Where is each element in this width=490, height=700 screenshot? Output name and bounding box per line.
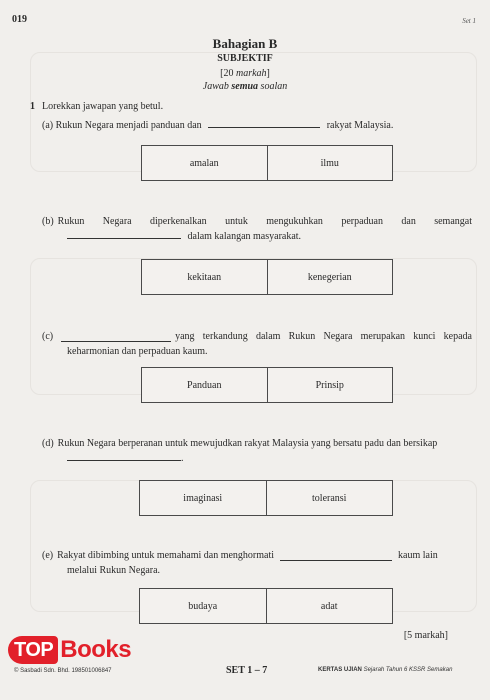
option-box-a — [141, 145, 393, 181]
section-marks: [20 markah] — [220, 68, 270, 79]
logo-top-text: TOP — [8, 636, 58, 664]
item-b: (b) Rukun Negara diperkenalkan untuk mengukuhkan perpaduan dan semangat dalam kalangan masyarakat. — [42, 216, 472, 242]
option-cell[interactable]: toleransi — [266, 481, 393, 515]
page-number: 019 — [12, 14, 27, 25]
item-label: (b) — [42, 216, 54, 227]
section-subtitle: SUBJEKTIF — [217, 53, 273, 64]
item-a: (a) Rukun Negara menjadi panduan dan rakyat Malaysia. — [42, 120, 394, 131]
option-cell[interactable]: Panduan — [187, 379, 222, 391]
section-title: Bahagian B — [212, 36, 278, 51]
answer-blank — [67, 229, 181, 239]
answer-blank — [208, 118, 320, 128]
logo-books-text: Books — [60, 636, 132, 663]
section-instruction: Jawab semua soalan — [202, 81, 288, 92]
option-cell[interactable]: amalan — [189, 157, 219, 169]
option-box-c — [141, 367, 393, 403]
item-label: (d) — [42, 438, 54, 449]
option-cell[interactable]: ilmu — [267, 146, 393, 180]
option-box-e — [139, 588, 393, 624]
item-label: (a) — [42, 120, 54, 131]
option-cell[interactable]: Prinsip — [267, 368, 393, 402]
set-label: Set 1 — [462, 17, 476, 25]
option-cell[interactable]: imaginasi — [183, 492, 223, 504]
topbooks-watermark-logo — [8, 636, 131, 664]
item-label: (e) — [42, 550, 54, 561]
answer-blank — [280, 551, 392, 561]
footer-copyright: © Sasbadi Sdn. Bhd. 198501006847 — [14, 668, 112, 674]
option-cell[interactable]: budaya — [188, 600, 218, 612]
item-c: (c) yang terkandung dalam Rukun Negara merupakan kunci kepada keharmonian dan perpaduan kaum. — [42, 331, 472, 357]
item-d: (d) Rukun Negara berperanan untuk mewujudkan rakyat Malaysia yang bersatu padu dan bersikap . — [42, 438, 438, 464]
option-cell[interactable]: kekitaan — [187, 271, 222, 283]
question-number: 1 — [30, 101, 35, 112]
item-e: (e) Rakyat dibimbing untuk memahami dan menghormati kaum lain melalui Rukun Negara. — [42, 550, 438, 576]
option-box-b — [141, 259, 393, 295]
footer-set-page: SET 1 – 7 — [226, 665, 268, 676]
option-cell[interactable]: adat — [266, 589, 393, 623]
question-text: Lorekkan jawapan yang betul. — [42, 101, 164, 112]
total-marks: [5 markah] — [403, 630, 448, 641]
item-label: (c) — [42, 331, 54, 342]
option-cell[interactable]: kenegerian — [267, 260, 393, 294]
answer-blank — [61, 332, 171, 342]
footer-series: KERTAS UJIAN Sejarah Tahun 6 KSSR Semakan — [318, 667, 453, 673]
answer-blank — [67, 451, 181, 461]
option-box-d — [139, 480, 393, 516]
